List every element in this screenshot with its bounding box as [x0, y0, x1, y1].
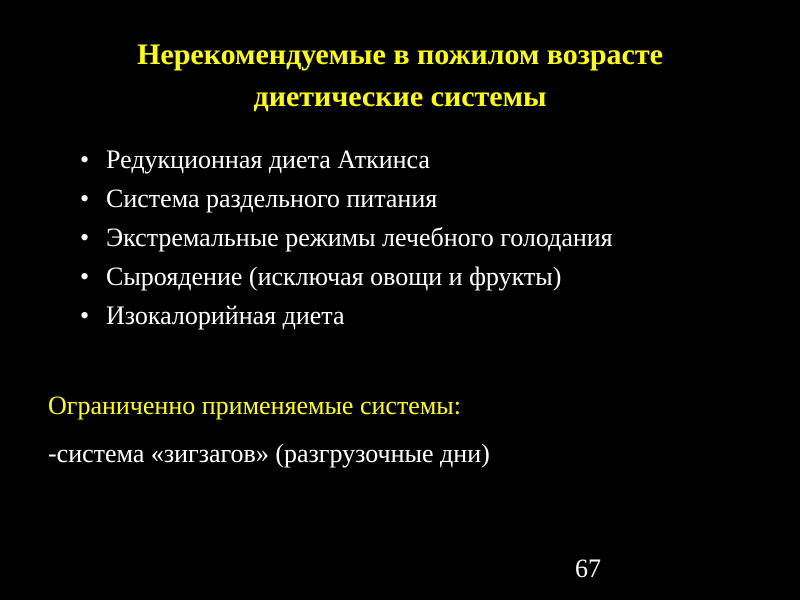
page-number: 67	[575, 554, 601, 583]
bullet-item	[80, 140, 613, 179]
bullet-dot-icon: •	[80, 262, 90, 291]
bullet-dot-icon: •	[80, 301, 90, 330]
bullet-item-text: Система раздельного питания	[106, 184, 438, 213]
bullet-item-text: Редукционная диета Аткинса	[106, 145, 430, 174]
bullet-item-text: Изокалорийная диета	[106, 301, 345, 330]
bullet-dot-icon: •	[80, 145, 90, 174]
slide-title-line-1: Нерекомендуемые в пожилом возрасте	[137, 38, 663, 71]
bullet-item	[80, 257, 613, 296]
bullet-item-text: Экстремальные режимы лечебного голодания	[106, 223, 613, 252]
limited-systems-heading: Ограниченно применяемые системы:	[48, 391, 461, 420]
slide-title-line-2: диетические системы	[253, 80, 547, 113]
bullet-dot-icon: •	[80, 184, 90, 213]
bullet-list	[80, 140, 613, 335]
bullet-item-text: Сыроядение (исключая овощи и фрукты)	[106, 262, 562, 291]
bullet-item	[80, 218, 613, 257]
bullet-item	[80, 296, 613, 335]
limited-systems-item: -система «зигзагов» (разгрузочные дни)	[48, 439, 490, 468]
slide-title	[60, 34, 740, 118]
bullet-dot-icon: •	[80, 223, 90, 252]
bullet-item	[80, 179, 613, 218]
